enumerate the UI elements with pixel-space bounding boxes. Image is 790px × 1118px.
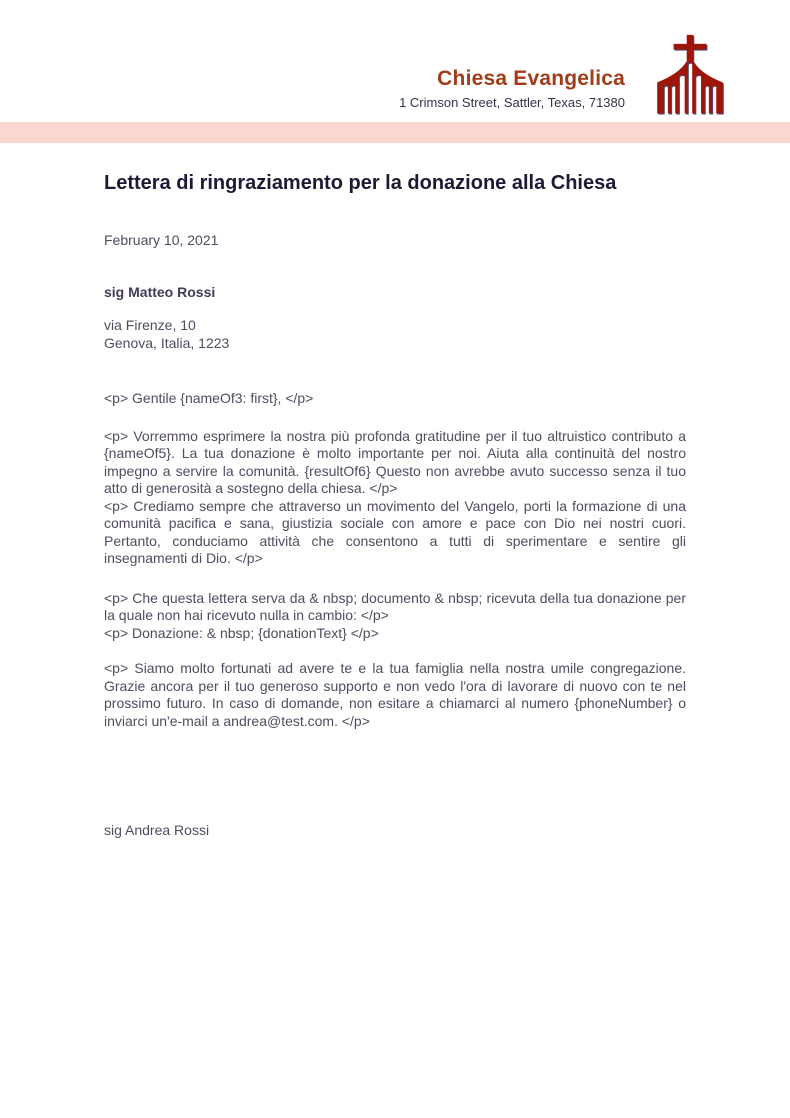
org-address: 1 Crimson Street, Sattler, Texas, 71380 bbox=[399, 95, 625, 110]
recipient-address-line2: Genova, Italia, 1223 bbox=[104, 334, 230, 351]
accent-band bbox=[0, 122, 790, 143]
letter-date: February 10, 2021 bbox=[104, 232, 219, 248]
paragraph-block-closing bbox=[104, 660, 686, 730]
paragraph-donation-line: <p> Donazione: & nbsp; {donationText} </p> bbox=[104, 624, 379, 641]
org-identity bbox=[399, 66, 625, 116]
paragraph-gratitude: <p> Vorremmo esprimere la nostra più profonda gratitudine per il tuo altruistico contributo a {nameOf5}. La tua donazione è molto importante per noi. Aiuta alla continuità del nostro impegno a servire la comunità. {resultOf6} Questo non avrebbe avuto successo senza il tuo atto di generosità a sostegno della chiesa. </p> bbox=[104, 427, 686, 496]
signature: sig Andrea Rossi bbox=[104, 822, 210, 838]
letter-body bbox=[0, 170, 790, 840]
letter-title: Lettera di ringraziamento per la donazione alla Chiesa bbox=[104, 172, 617, 194]
paragraph-block-receipt bbox=[104, 590, 686, 643]
paragraph-receipt: <p> Che questa lettera serva da & nbsp; documento & nbsp; ricevuta della tua donazione per la quale non hai ricevuto nulla in cambio: </p> bbox=[104, 589, 686, 623]
salutation-paragraph: <p> Gentile {nameOf3: first}, </p> bbox=[104, 390, 314, 406]
paragraph-belief: <p> Crediamo sempre che attraverso un movimento del Vangelo, porti la formazione di una comunità pacifica e sana, giustizia sociale con amore e pace con Dio nei nostri cuori. Pertanto, conduciamo attività che consentono a tutti di sperimentare e sentire gli insegnamenti di Dio. </p> bbox=[104, 497, 686, 566]
church-cross-icon bbox=[653, 34, 727, 116]
org-name: Chiesa Evangelica bbox=[437, 67, 625, 90]
paragraph-closing: <p> Siamo molto fortunati ad avere te e la tua famiglia nella nostra umile congregazione. Grazie ancora per il tuo generoso supporto e non vedo l'ora di lavorare di nuovo con te nel prossimo futuro. In caso di domande, non esitare a chiamarci al numero {phoneNumber} o inviarci un'e-mail a andrea@test.com. </p> bbox=[104, 660, 686, 729]
letterhead-inner bbox=[0, 0, 790, 116]
recipient-address bbox=[104, 317, 686, 352]
paragraph-block-gratitude bbox=[104, 428, 686, 568]
letterhead bbox=[0, 0, 790, 143]
recipient-name: sig Matteo Rossi bbox=[104, 283, 216, 300]
recipient-address-line1: via Firenze, 10 bbox=[104, 317, 196, 333]
